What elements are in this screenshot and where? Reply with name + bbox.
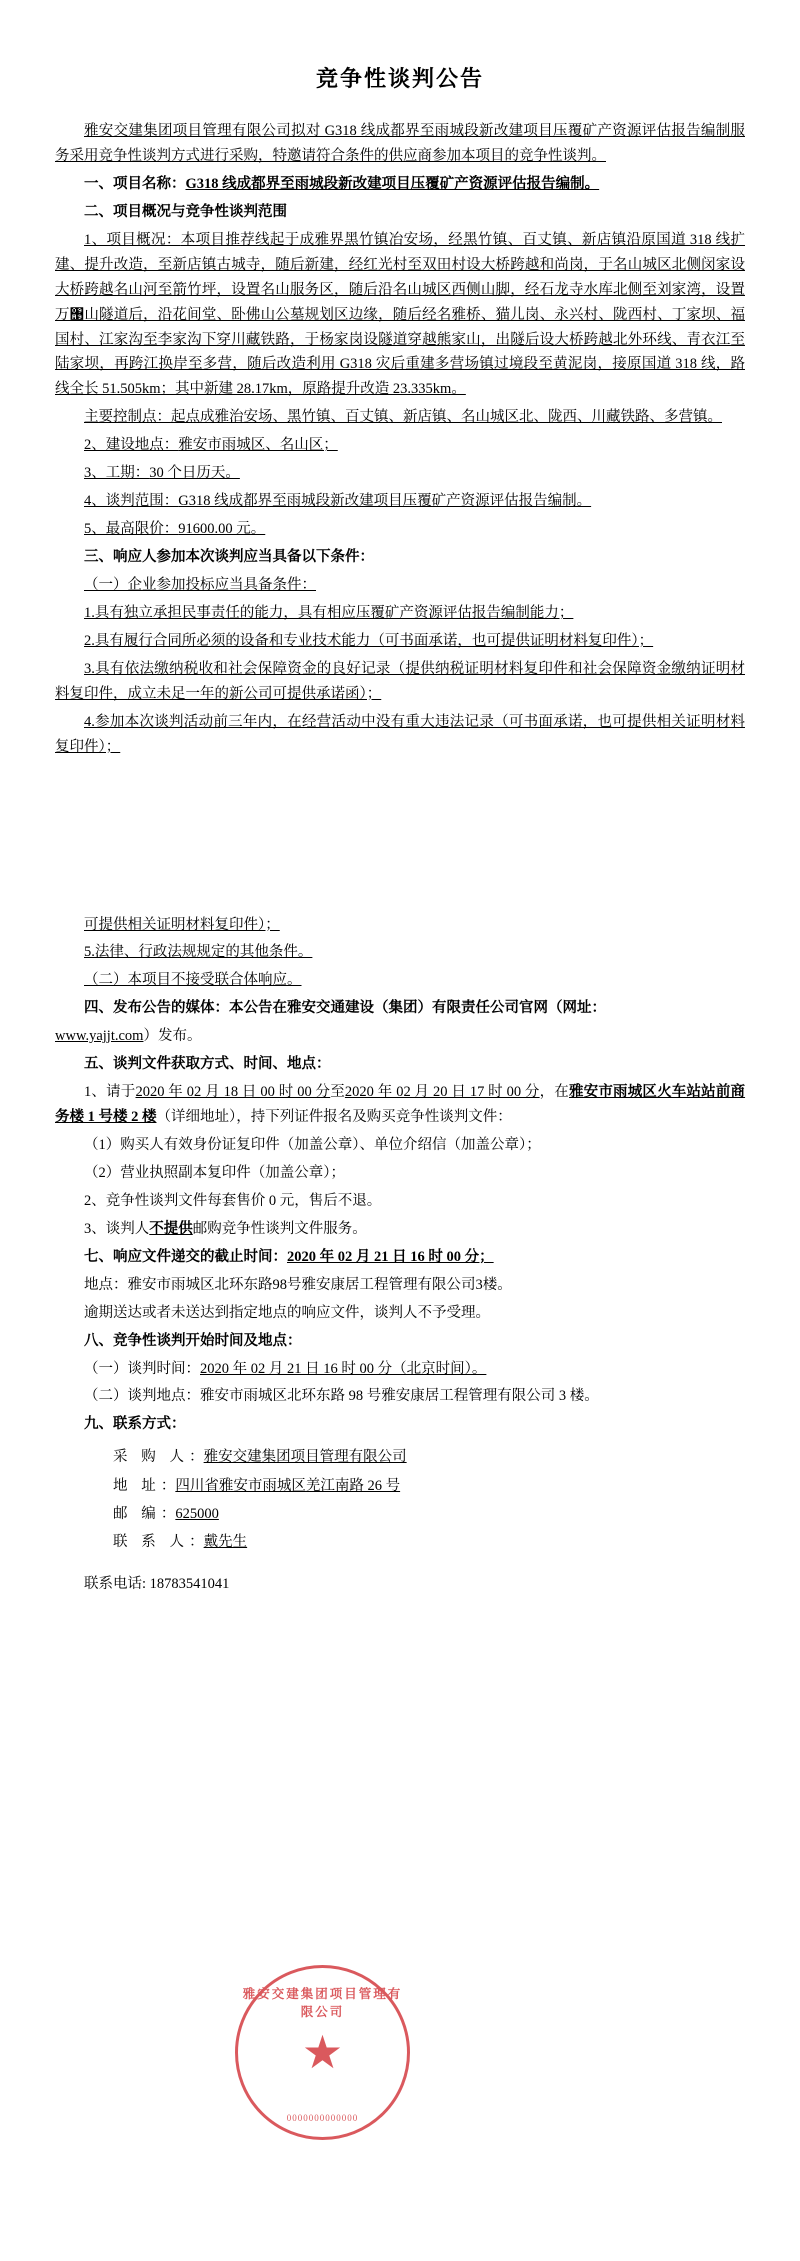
list-item [55,1189,745,1214]
section-heading-overview: 二、项目概况与竞争性谈判范围 [84,203,287,220]
section-value: G318 线成都界至雨城段新改建项目压覆矿产资源评估报告编制。 [185,175,600,192]
page-break-gap [55,763,745,913]
pickup-place: 雅安市雨城区火车站站前商务楼 1 号楼 2 楼 [55,1084,746,1126]
section-text-pre: 本公告在雅安交通建设（集团）有限责任公司官网（网址： [229,1000,606,1017]
item-text-pre: 请于 [106,1084,136,1101]
item-text-post: ，在 [539,1084,569,1101]
contact-value: 戴先生 [203,1534,248,1551]
section-heading-submission [55,1245,745,1270]
section-heading-project-name [55,172,745,197]
item-label: 5、最高限价： [84,521,179,538]
section-heading-contact: 九、联系方式： [84,1416,186,1433]
seal-top-text: 雅安交建集团项目管理有限公司 [242,1987,403,2019]
submission-address-line [55,1273,745,1298]
qualifications-trailer-text: （二）本项目不接受联合体响应。 [84,972,302,989]
contact-row [55,1472,745,1500]
item-label: 3、工期： [84,465,150,482]
item-label: 谈判地点： [127,1388,200,1405]
list-item: 1.具有独立承担民事责任的能力，具有相应压覆矿产资源评估报告编制能力； [84,604,574,621]
contact-value: 625000 [175,1505,219,1522]
section-heading-media [55,996,745,1021]
item-label: 主要控制点： [84,409,171,426]
contact-table [55,1443,745,1598]
item-text: 起点成雅治安场、黑竹镇、百丈镇、新店镇、名山城区北、陇西、川藏铁路、多营镇。 [171,409,722,426]
list-item-continued: 可提供相关证明材料复印件）； [84,916,280,933]
list-item [55,433,745,458]
list-item [55,1161,745,1186]
item-bold: 不提供 [149,1220,193,1237]
date-end: 2020 年 02 月 20 日 17 时 00 分 [344,1084,540,1101]
item-label: 4、谈判范围： [84,493,179,510]
item-num: 2、 [84,1192,106,1209]
submission-note: 逾期送达或者未送达到指定地点的响应文件，谈判人不予受理。 [84,1304,490,1321]
list-item [55,405,745,430]
list-item [55,1080,745,1130]
media-url-line [55,1024,745,1049]
overview-items [55,228,745,542]
contact-sep: ： [160,1505,176,1522]
item-text: 91600.00 元。 [178,521,266,538]
section-heading-negotiation: 八、竞争性谈判开始时间及地点： [84,1332,302,1349]
item-num: （1） [84,1137,121,1153]
list-item: 5.法律、行政法规规定的其他条件。 [84,944,313,961]
list-item [55,517,745,542]
contact-phone-row [55,1570,745,1598]
media-text-post: ）发布。 [143,1028,202,1045]
contact-label: 邮 编 [113,1505,161,1522]
item-text: 竞争性谈判文件每套售价 0 元，售后不退。 [105,1192,382,1209]
list-item [55,489,745,514]
intro-paragraph: 雅安交建集团项目管理有限公司拟对 G318 线成都界至雨城段新改建项目压覆矿产资源评估报告编制服务采用竞争性谈判方式进行采购，特邀请符合条件的供应商参加本项目的竞争性谈判。 [55,123,745,164]
contact-row [55,1528,745,1556]
item-num: 1、 [84,1084,107,1101]
section-label: 七、响应文件递交的截止时间： [84,1248,287,1265]
contact-label: 采 购 人 [113,1449,190,1466]
item-text: G318 线成都界至雨城段新改建项目压覆矿产资源评估报告编制。 [178,493,592,510]
item-num: （2） [84,1164,121,1181]
item-value: 雅安市雨城区北环东路 98 号雅安康居工程管理有限公司 3 楼。 [200,1388,599,1405]
section-label: 四、发布公告的媒体： [84,1000,229,1017]
contact-value: 四川省雅安市雨城区羌江南路 26 号 [175,1477,401,1494]
item-value: 2020 年 02 月 21 日 16 时 00 分（北京时间）。 [200,1360,487,1377]
section-heading-qualifications: 三、响应人参加本次谈判应当具备以下条件： [84,549,374,565]
list-item [55,461,745,486]
item-text: 购买人有效身份证复印件（加盖公章）、单位介绍信（加盖公章）； [120,1137,541,1153]
contact-value: 雅安交建集团项目管理有限公司 [203,1449,407,1466]
phone-value: 18783541041 [149,1576,230,1593]
contact-sep: ： [189,1449,204,1466]
date-start: 2020 年 02 月 18 日 00 时 00 分 [135,1084,331,1101]
item-mid: 至 [330,1084,345,1101]
item-num: （二） [84,1388,128,1405]
item-num: 3、 [84,1220,106,1237]
list-item [55,1217,745,1242]
item-label: 2、建设地点： [84,437,179,454]
list-item [55,1384,745,1409]
item-text: 本项目推荐线起于成雅界黑竹镇冶安场，经黑竹镇、百丈镇、新店镇沿原国道 318 线扩建、提升改造，至新店镇古城寺，随后新建，经红光村至双田村设大桥跨越和尚岗，于名山城区北侧闵家设大桥跨越名山河至箭竹坪，设置名山服务区，随后沿名山城区西侧山脚，经石龙寺水库北侧至刘家湾，设置万঩山隧道后，沿花间堂、卧佛山公墓规划区边缘，随后经名雅桥、猫儿岗、永兴村、陇西村、丁家坝、福国村、江家沟至李家沟下穿川藏铁路，于杨家岗设隧道穿越熊家山，出隧后设大桥跨越北外环线、青衣江至陆家坝，再跨江换岸至多营，随后改造利用 G318 灾后重建多营场镇过境段至黄泥岗，接原国道 318 线，路线全长 51.505km；其中新建 28.17km，原路提升改造 23.335km。 [55,231,746,398]
address-value: 雅安市雨城区北环东路98号雅安康居工程管理有限公司3楼。 [127,1276,512,1293]
list-item: 4.参加本次谈判活动前三年内，在经营活动中没有重大违法记录（可书面承诺，也可提供相关证明材料复印件）； [55,713,745,755]
item-text: 30 个日历天。 [149,465,240,482]
list-item: 2.具有履行合同所必须的设备和专业技术能力（可书面承诺，也可提供证明材料复印件）； [84,632,654,649]
item-text: 雅安市雨城区、名山区； [178,437,338,454]
address-label: 地点： [84,1276,128,1293]
seal-bottom-text: 0000000000000 [286,2113,359,2123]
official-seal [235,1965,410,2140]
section-label: 一、项目名称： [84,175,186,192]
qualifications-trailer [55,968,745,993]
contact-label: 地 址 [113,1477,161,1494]
contact-label: 联 系 人 [113,1534,190,1551]
item-label: 谈判时间： [127,1360,200,1377]
phone-label: 联系电话: [84,1576,147,1593]
item-text-post: 邮购竞争性谈判文件服务。 [192,1220,367,1237]
item-num: （一） [84,1360,128,1377]
contact-row [55,1443,745,1471]
contact-row [55,1500,745,1528]
seal-circle [235,1965,410,2140]
item-tail: （详细地址），持下列证件报名及购买竞争性谈判文件： [156,1109,512,1126]
submission-deadline: 2020 年 02 月 21 日 16 时 00 分； [287,1248,494,1265]
item-text-pre: 谈判人 [105,1220,150,1237]
item-text: 营业执照副本复印件（加盖公章）； [120,1164,345,1181]
qualifications-subheading: （一）企业参加投标应当具备条件： [84,576,316,593]
contact-sep: ： [160,1477,176,1494]
list-item [55,1357,745,1382]
section-heading-docs: 五、谈判文件获取方式、时间、地点： [84,1056,331,1073]
list-item [55,1133,745,1158]
list-item [55,228,745,403]
star-icon: ★ [301,2026,344,2078]
contact-sep: ： [189,1534,204,1551]
item-label: 1、项目概况： [84,231,181,248]
page-title: 竞争性谈判公告 [315,66,484,91]
list-item: 3.具有依法缴纳税收和社会保障资金的良好记录（提供纳税证明材料复印件和社会保障资金缴纳证明材料复印件，成立未足一年的新公司可提供承诺函）； [55,660,745,702]
media-url[interactable]: www.yajjt.com [55,1028,144,1045]
